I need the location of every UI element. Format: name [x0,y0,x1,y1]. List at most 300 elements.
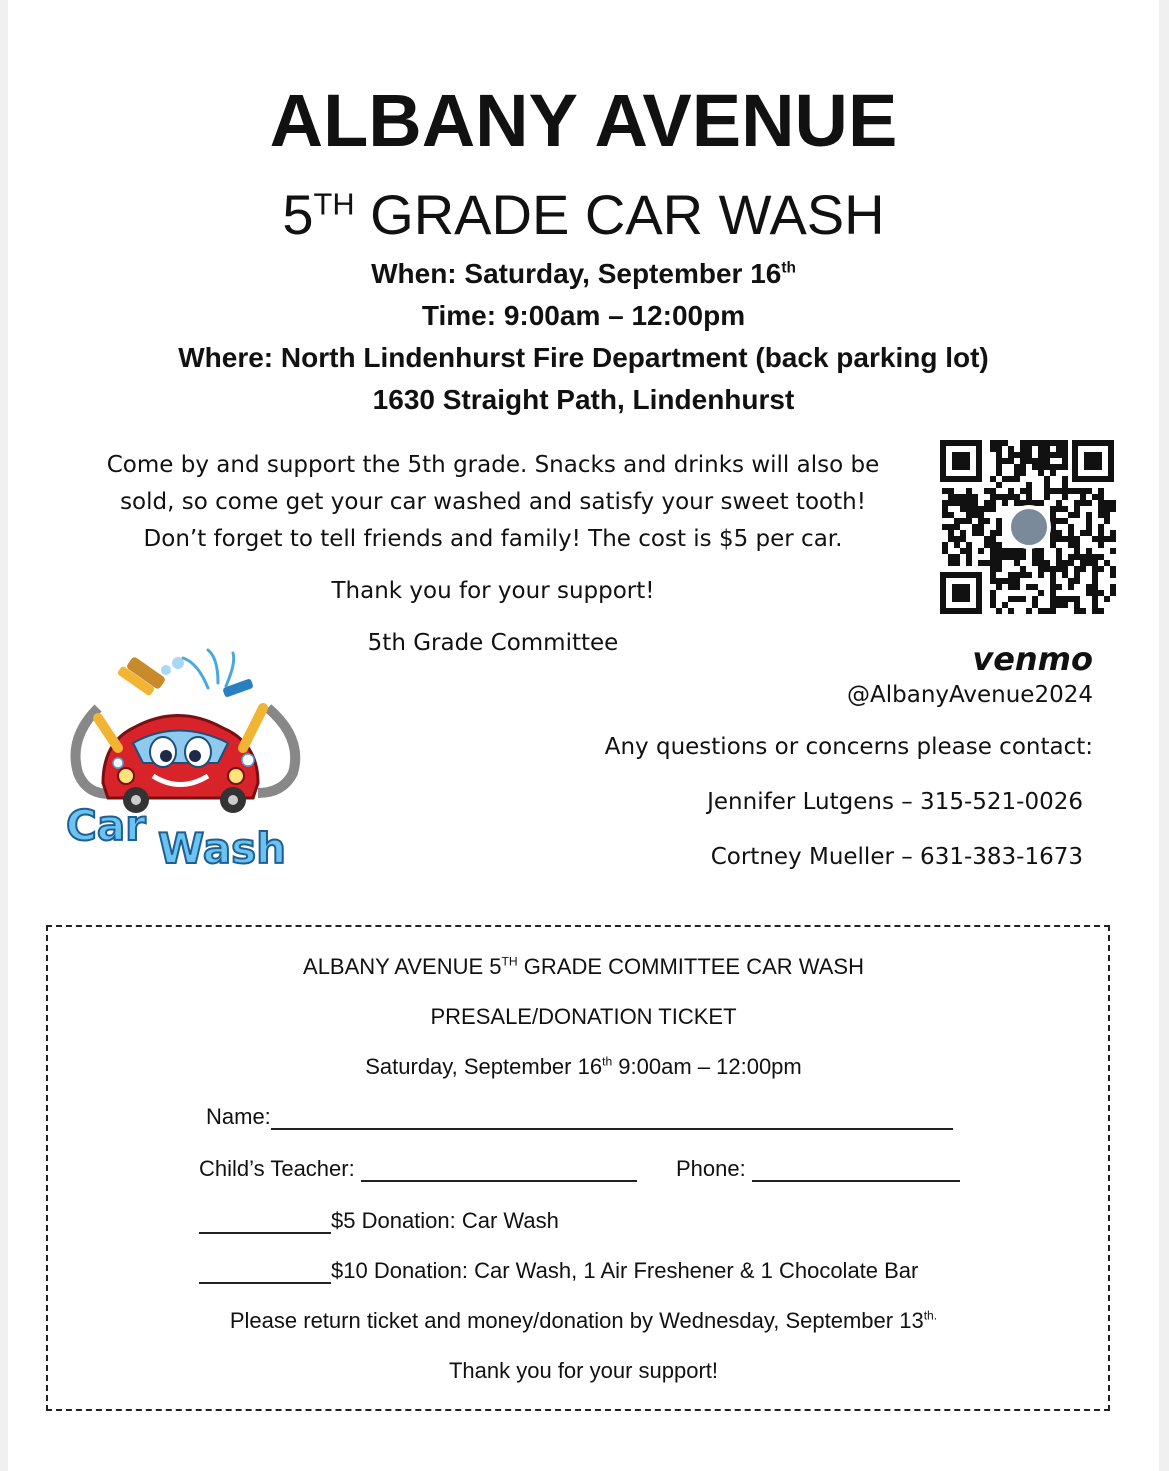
qr-module [990,500,996,506]
qr-module [1098,500,1104,506]
qr-module [1026,488,1032,494]
qr-module [1044,446,1050,452]
contact-person: Jennifer Lutgens – 315-521-0026 [707,789,1083,815]
qr-module [984,536,990,542]
qr-module [1062,518,1068,524]
qr-module [948,494,954,500]
qr-module [1050,464,1056,470]
qr-module [966,518,972,524]
qr-module [1062,494,1068,500]
qr-module [960,506,966,512]
qr-module [1098,536,1104,542]
subtitle-text: GRADE CAR WASH [354,183,885,246]
qr-module [1074,602,1080,608]
event-time: Time: 9:00am – 12:00pm [421,300,746,331]
ticket-teacher-field[interactable] [199,1156,637,1182]
qr-module [996,584,1002,590]
qr-module [984,488,990,494]
qr-module [978,512,984,518]
qr-module [960,548,966,554]
qr-module [990,446,996,452]
venmo-qr-code[interactable] [940,440,1122,618]
flyer-page [8,0,1159,1471]
qr-module [990,488,996,494]
qr-module [954,524,960,530]
qr-module [1026,584,1032,590]
ticket-title-text: ALBANY AVENUE 5 [303,954,502,979]
qr-module [1020,488,1026,494]
teacher-label: Child’s Teacher: [199,1156,361,1181]
qr-module [1068,536,1074,542]
ticket-date-text: Saturday, September 16 [365,1054,603,1079]
qr-module [1098,554,1104,560]
qr-module [1050,584,1056,590]
qr-module [1032,602,1038,608]
qr-module [996,470,1002,476]
qr-module [942,548,948,554]
qr-module [1026,608,1032,614]
qr-module [1044,440,1050,446]
qr-module [960,518,966,524]
qr-module [1050,488,1056,494]
qr-module [1086,590,1092,596]
qr-module [1086,518,1092,524]
qr-module [1062,458,1068,464]
qr-module [1002,554,1008,560]
qr-module [1056,518,1062,524]
qr-module [1074,536,1080,542]
subtitle-number: 5 [282,183,314,246]
qr-module [1062,506,1068,512]
qr-module [1056,566,1062,572]
ticket-title-ordinal: TH [501,954,518,969]
qr-module [1008,494,1014,500]
phone-blank-line[interactable] [752,1158,960,1182]
qr-module [942,524,948,530]
qr-module [1062,440,1068,446]
qr-module [1080,608,1086,614]
qr-module [1008,572,1014,578]
qr-module [978,560,984,566]
ticket-date [8,1054,1159,1080]
qr-module [990,476,996,482]
qr-module [996,440,1002,446]
qr-module [972,506,978,512]
name-blank-line[interactable] [271,1106,953,1130]
qr-module [1056,464,1062,470]
qr-module [966,506,972,512]
qr-module [1020,566,1026,572]
logo-word-car: Car [66,801,146,850]
ticket-phone-field[interactable] [676,1156,960,1182]
qr-module [1044,482,1050,488]
qr-module [1086,530,1092,536]
qr-module [948,560,954,566]
qr-module [1056,554,1062,560]
qr-module [1044,488,1050,494]
qr-module [990,596,996,602]
qr-module [978,506,984,512]
ticket-option-10[interactable] [199,1258,918,1284]
qr-module [1026,482,1032,488]
phone-label: Phone: [676,1156,752,1181]
qr-module [1080,560,1086,566]
qr-module [1074,506,1080,512]
contact-heading: Any questions or concerns please contact: [604,734,1093,760]
qr-module [990,536,996,542]
flyer-title: ALBANY AVENUE [269,79,898,162]
qr-module [1062,464,1068,470]
qr-module [990,560,996,566]
subtitle-ordinal: TH [313,186,355,222]
qr-module [1014,476,1020,482]
qr-module [1050,596,1056,602]
qr-module [1068,524,1074,530]
option-5-label: $5 Donation: Car Wash [331,1208,559,1233]
qr-module [996,524,1002,530]
qr-module [990,578,996,584]
qr-module [1008,578,1014,584]
contact-person: Cortney Mueller – 631-383-1673 [710,844,1083,870]
qr-module [1002,458,1008,464]
qr-module [1050,506,1056,512]
qr-module [990,590,996,596]
qr-module [1014,470,1020,476]
qr-module [1092,494,1098,500]
qr-module [1110,548,1116,554]
qr-module [1038,590,1044,596]
qr-module [1056,560,1062,566]
message-thanks: Thank you for your support! [331,578,655,604]
qr-module [1014,572,1020,578]
flyer-subtitle [8,182,1159,247]
qr-module [1068,584,1074,590]
qr-module [1104,500,1110,506]
qr-module [1020,572,1026,578]
qr-module [1110,530,1116,536]
qr-module [948,488,954,494]
when-ordinal: th [781,259,796,277]
qr-module [1032,560,1038,566]
qr-module [1050,578,1056,584]
qr-module [1062,536,1068,542]
qr-module [942,512,948,518]
qr-module [1002,440,1008,446]
qr-module [1050,542,1056,548]
qr-module [1056,440,1062,446]
qr-module [1014,548,1020,554]
qr-module [1068,530,1074,536]
qr-module [1080,494,1086,500]
qr-module [1026,452,1032,458]
qr-module [1110,590,1116,596]
qr-module [990,494,996,500]
qr-module [1086,560,1092,566]
qr-module [1014,452,1020,458]
return-text: Please return ticket and money/donation by Wednesday, September 13 [229,1308,924,1333]
qr-module [942,506,948,512]
event-where: Where: North Lindenhurst Fire Department (back parking lot) [178,342,989,373]
qr-module [996,464,1002,470]
qr-module [1104,518,1110,524]
teacher-blank-line[interactable] [361,1158,637,1182]
qr-module [1062,566,1068,572]
ticket-return-note [8,1308,1159,1334]
qr-module [942,488,948,494]
qr-module [1050,440,1056,446]
qr-module [972,512,978,518]
qr-module [1032,584,1038,590]
qr-module [960,500,966,506]
qr-module [948,536,954,542]
qr-module [954,536,960,542]
qr-module [1002,476,1008,482]
qr-module [960,530,966,536]
qr-module [1038,446,1044,452]
qr-module [984,560,990,566]
qr-module [1110,572,1116,578]
ticket-date-time: 9:00am – 12:00pm [612,1054,802,1079]
option-5-blank-line[interactable] [199,1210,331,1234]
qr-module [1044,494,1050,500]
qr-module [1056,488,1062,494]
qr-module [966,512,972,518]
qr-module [1098,494,1104,500]
qr-module [966,560,972,566]
qr-module [1014,464,1020,470]
qr-module [954,554,960,560]
qr-module [996,458,1002,464]
qr-module [1038,608,1044,614]
ticket-subtitle: PRESALE/DONATION TICKET [430,1004,737,1029]
qr-module [1074,548,1080,554]
ticket-date-ordinal: th [602,1054,613,1069]
qr-module [1080,500,1086,506]
qr-module [1068,542,1074,548]
qr-module [1074,596,1080,602]
qr-module [1032,458,1038,464]
car-wash-icon [58,648,308,878]
qr-module [984,506,990,512]
qr-module [1032,596,1038,602]
qr-module [1062,560,1068,566]
qr-module [966,488,972,494]
qr-module [990,554,996,560]
when-text: When: Saturday, September 16 [371,258,782,289]
qr-module [1104,506,1110,512]
qr-module [1068,578,1074,584]
qr-module [942,542,948,548]
qr-module [1074,572,1080,578]
qr-module [1008,488,1014,494]
qr-module [990,506,996,512]
qr-module [1032,548,1038,554]
qr-module [1098,530,1104,536]
qr-module [1014,578,1020,584]
qr-module [990,602,996,608]
qr-module [1062,476,1068,482]
qr-module [1092,590,1098,596]
qr-module [1104,560,1110,566]
qr-module [1032,464,1038,470]
qr-module [1074,512,1080,518]
qr-module [1074,542,1080,548]
qr-module [1020,548,1026,554]
qr-module [1056,506,1062,512]
qr-module [1020,458,1026,464]
qr-module [1092,584,1098,590]
qr-module [1002,578,1008,584]
qr-module [1008,476,1014,482]
qr-module [1014,560,1020,566]
qr-module [1068,554,1074,560]
logo-word-wash: Wash [158,824,287,873]
event-address: 1630 Straight Path, Lindenhurst [372,384,795,415]
qr-module [1080,488,1086,494]
qr-module [1026,458,1032,464]
qr-module [1008,548,1014,554]
qr-module [1008,584,1014,590]
qr-module [1050,608,1056,614]
qr-module [948,554,954,560]
ticket-thanks: Thank you for your support! [448,1358,719,1383]
qr-module [948,524,954,530]
qr-module [1050,572,1056,578]
qr-module [990,542,996,548]
qr-module [1020,470,1026,476]
qr-module [990,530,996,536]
qr-module [978,524,984,530]
qr-module [1044,452,1050,458]
qr-module [1056,500,1062,506]
qr-module [1044,566,1050,572]
qr-module [1110,566,1116,572]
qr-module [1110,536,1116,542]
message-line-2: sold, so come get your car washed and satisfy your sweet tooth! [120,489,866,515]
ticket-option-5[interactable] [199,1208,559,1234]
qr-module [960,536,966,542]
qr-module [984,542,990,548]
qr-module [1050,470,1056,476]
qr-center-photo [1009,507,1049,547]
qr-module [966,500,972,506]
qr-module [996,542,1002,548]
qr-module [1050,452,1056,458]
qr-module [1056,584,1062,590]
qr-module [996,452,1002,458]
qr-module [1032,500,1038,506]
qr-module [948,500,954,506]
qr-module [1080,566,1086,572]
qr-module [996,446,1002,452]
qr-module [996,560,1002,566]
qr-module [972,524,978,530]
qr-module [1044,608,1050,614]
qr-module [1002,548,1008,554]
qr-module [1038,452,1044,458]
qr-module [1002,494,1008,500]
qr-module [1062,488,1068,494]
qr-module [1050,602,1056,608]
qr-module [1074,608,1080,614]
qr-module [1026,572,1032,578]
message-line-1: Come by and support the 5th grade. Snacks and drinks will also be [106,452,880,478]
qr-module [1008,458,1014,464]
qr-module [978,530,984,536]
qr-module [1044,560,1050,566]
qr-module [996,518,1002,524]
qr-module [1050,518,1056,524]
qr-module [1050,536,1056,542]
qr-module [1038,500,1044,506]
qr-module [1092,608,1098,614]
qr-module [990,548,996,554]
qr-module [1104,596,1110,602]
qr-module [1062,452,1068,458]
qr-module [1074,566,1080,572]
qr-module [1056,602,1062,608]
qr-module [1086,488,1092,494]
qr-module [1038,548,1044,554]
qr-module [1062,446,1068,452]
qr-module [966,542,972,548]
qr-module [966,554,972,560]
qr-module [1038,572,1044,578]
qr-module [1080,554,1086,560]
qr-module [1056,536,1062,542]
qr-module [1014,494,1020,500]
qr-module [1086,500,1092,506]
qr-module [1074,554,1080,560]
qr-module [942,500,948,506]
qr-module [1068,512,1074,518]
qr-module [1086,548,1092,554]
qr-module [1008,446,1014,452]
qr-module [966,494,972,500]
ticket-name-field[interactable] [206,1104,953,1130]
qr-module [1068,596,1074,602]
qr-module [984,500,990,506]
qr-module [1050,566,1056,572]
qr-module [990,440,996,446]
qr-module [1068,560,1074,566]
qr-module [1062,572,1068,578]
qr-module [1044,458,1050,464]
qr-module [1098,512,1104,518]
qr-module [1056,596,1062,602]
qr-module [972,500,978,506]
qr-module [1086,524,1092,530]
qr-module [972,530,978,536]
qr-module [966,548,972,554]
qr-module [984,518,990,524]
ticket-title-rest: GRADE COMMITTEE CAR WASH [517,954,864,979]
qr-module [1056,530,1062,536]
qr-module [954,500,960,506]
qr-module [1098,590,1104,596]
option-10-blank-line[interactable] [199,1260,331,1284]
qr-module [1026,440,1032,446]
qr-module [1038,560,1044,566]
qr-module [1098,566,1104,572]
qr-module [1098,488,1104,494]
qr-module [1092,554,1098,560]
qr-module [1020,596,1026,602]
qr-module [1038,566,1044,572]
qr-module [954,542,960,548]
qr-module [1104,536,1110,542]
qr-module [1038,464,1044,470]
